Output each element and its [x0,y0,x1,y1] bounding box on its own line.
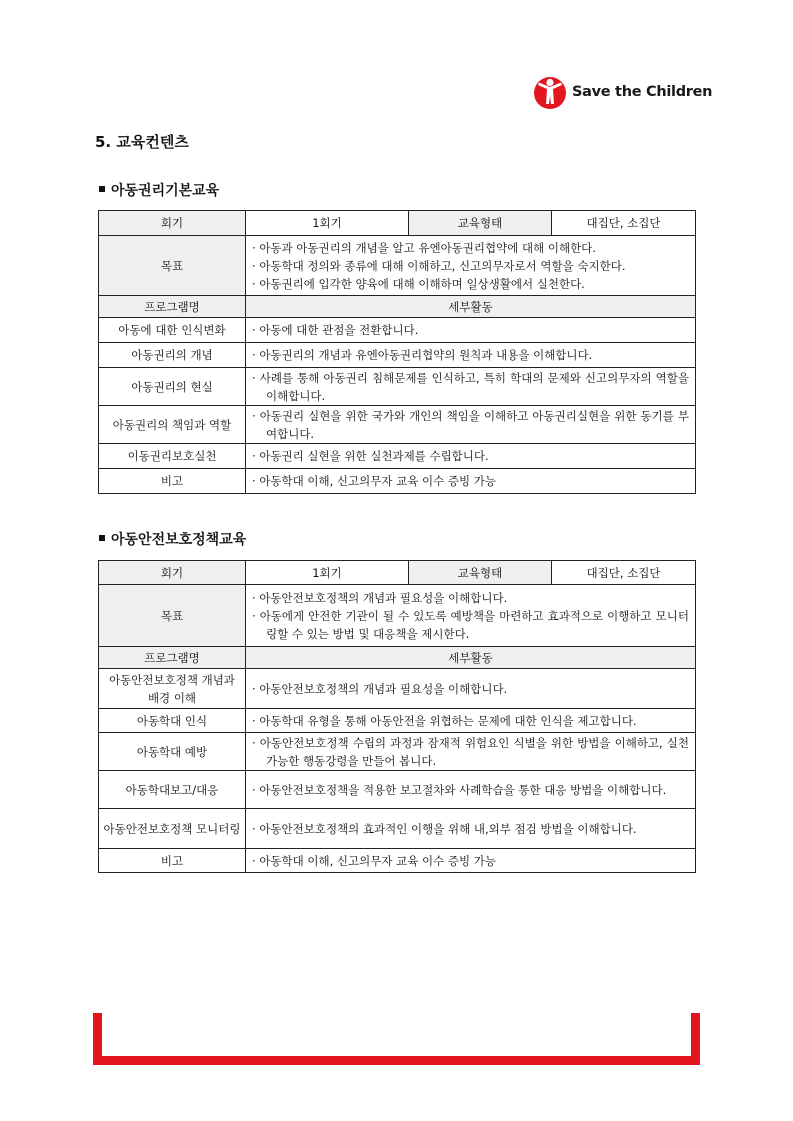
goal-list [246,585,696,647]
program-name: 아동안전보호정책 모니터링 [99,809,246,849]
program-row [99,343,696,368]
note-row [99,849,696,873]
brand-name: Save the Children [572,84,713,100]
goal-item: · 아동에게 안전한 기관이 될 수 있도록 예방책을 마련하고 효과적으로 이행하고 모니터링할 수 있는 방법 및 대응책을 제시한다. [252,607,689,643]
program-row [99,709,696,733]
program-activity: · 아동에 대한 관점을 전환합니다. [252,321,689,339]
type-value: 대집단, 소집단 [552,561,696,585]
section-title: 5. 교육컨텐츠 [95,133,189,151]
goal-item: · 아동안전보호정책의 개념과 필요성을 이해합니다. [252,589,689,607]
type-label: 교육형태 [409,211,552,236]
safeguarding-policy-education-table [98,560,696,873]
note-value: · 아동학대 이해, 신고의무자 교육 이수 증빙 가능 [252,472,689,490]
program-row [99,669,696,709]
child-figure-logo-icon [533,73,567,111]
child-rights-education-table [98,210,696,494]
session-value: 1회기 [246,561,409,585]
program-header-row [99,296,696,318]
goal-row [99,585,696,647]
goal-label: 목표 [99,236,246,296]
program-activity: · 아동권리의 개념과 유엔아동권리협약의 원칙과 내용을 이해합니다. [252,346,689,364]
program-activity: · 아동안전보호정책을 적용한 보고절차와 사례학습을 통한 대응 방법을 이해합니다. [252,781,689,799]
activity-label: 세부활동 [246,296,696,318]
program-name: 아동학대 예방 [99,733,246,771]
program-row [99,733,696,771]
program-row [99,406,696,444]
note-value: · 아동학대 이해, 신고의무자 교육 이수 증빙 가능 [252,852,689,870]
program-activity: · 아동안전보호정책 수립의 과정과 잠재적 위험요인 식별을 위한 방법을 이해하고, 실천 가능한 행동강령을 만들어 봅니다. [252,734,689,770]
activity-label: 세부활동 [246,647,696,669]
goal-list [246,236,696,296]
table-title-safeguarding: 아동안전보호정책교육 [99,529,246,549]
program-name: 아동안전보호정책 개념과 배경 이해 [99,669,246,709]
note-row [99,469,696,494]
program-header-row [99,647,696,669]
session-label: 회기 [99,561,246,585]
session-value: 1회기 [246,211,409,236]
program-activity: · 아동권리 실현을 위한 국가와 개인의 책임을 이해하고 아동권리실현을 위한 동기를 부여합니다. [252,407,689,443]
brand-logo [533,72,712,112]
goal-label: 목표 [99,585,246,647]
goal-item: · 아동학대 정의와 종류에 대해 이해하고, 신고의무자로서 역할을 숙지한다. [252,257,689,275]
program-label: 프로그램명 [99,296,246,318]
session-row [99,211,696,236]
program-activity: · 아동안전보호정책의 개념과 필요성을 이해합니다. [252,680,689,698]
program-activity: · 아동학대 유형을 통해 아동안전을 위협하는 문제에 대한 인식을 제고합니다. [252,712,689,730]
program-name: 아동학대 인식 [99,709,246,733]
program-name: 아동권리의 개념 [99,343,246,368]
note-label: 비고 [99,469,246,494]
program-row [99,444,696,469]
note-label: 비고 [99,849,246,873]
table-title-child-rights: 아동권리기본교육 [99,180,219,200]
program-name: 아동학대보고/대응 [99,771,246,809]
type-label: 교육형태 [409,561,552,585]
session-row [99,561,696,585]
program-row [99,771,696,809]
program-row [99,368,696,406]
type-value: 대집단, 소집단 [552,211,696,236]
session-label: 회기 [99,211,246,236]
program-name: 아동권리의 현실 [99,368,246,406]
footer-frame-bottom [93,1056,700,1065]
program-activity: · 사례를 통해 아동권리 침해문제를 인식하고, 특히 학대의 문제와 신고의무자의 역할을 이해합니다. [252,369,689,405]
program-name: 아동에 대한 인식변화 [99,318,246,343]
program-row [99,809,696,849]
program-activity: · 아동권리 실현을 위한 실천과제를 수립합니다. [252,447,689,465]
program-name: 이동권리보호실천 [99,444,246,469]
program-activity: · 아동안전보호정책의 효과적인 이행을 위해 내,외부 점검 방법을 이해합니다. [252,820,689,838]
goal-item: · 아동과 아동권리의 개념을 알고 유엔아동권리협약에 대해 이해한다. [252,239,689,257]
program-row [99,318,696,343]
program-label: 프로그램명 [99,647,246,669]
goal-item: · 아동권리에 입각한 양육에 대해 이해하며 일상생활에서 실천한다. [252,275,689,293]
goal-row [99,236,696,296]
program-name: 아동권리의 책임과 역할 [99,406,246,444]
